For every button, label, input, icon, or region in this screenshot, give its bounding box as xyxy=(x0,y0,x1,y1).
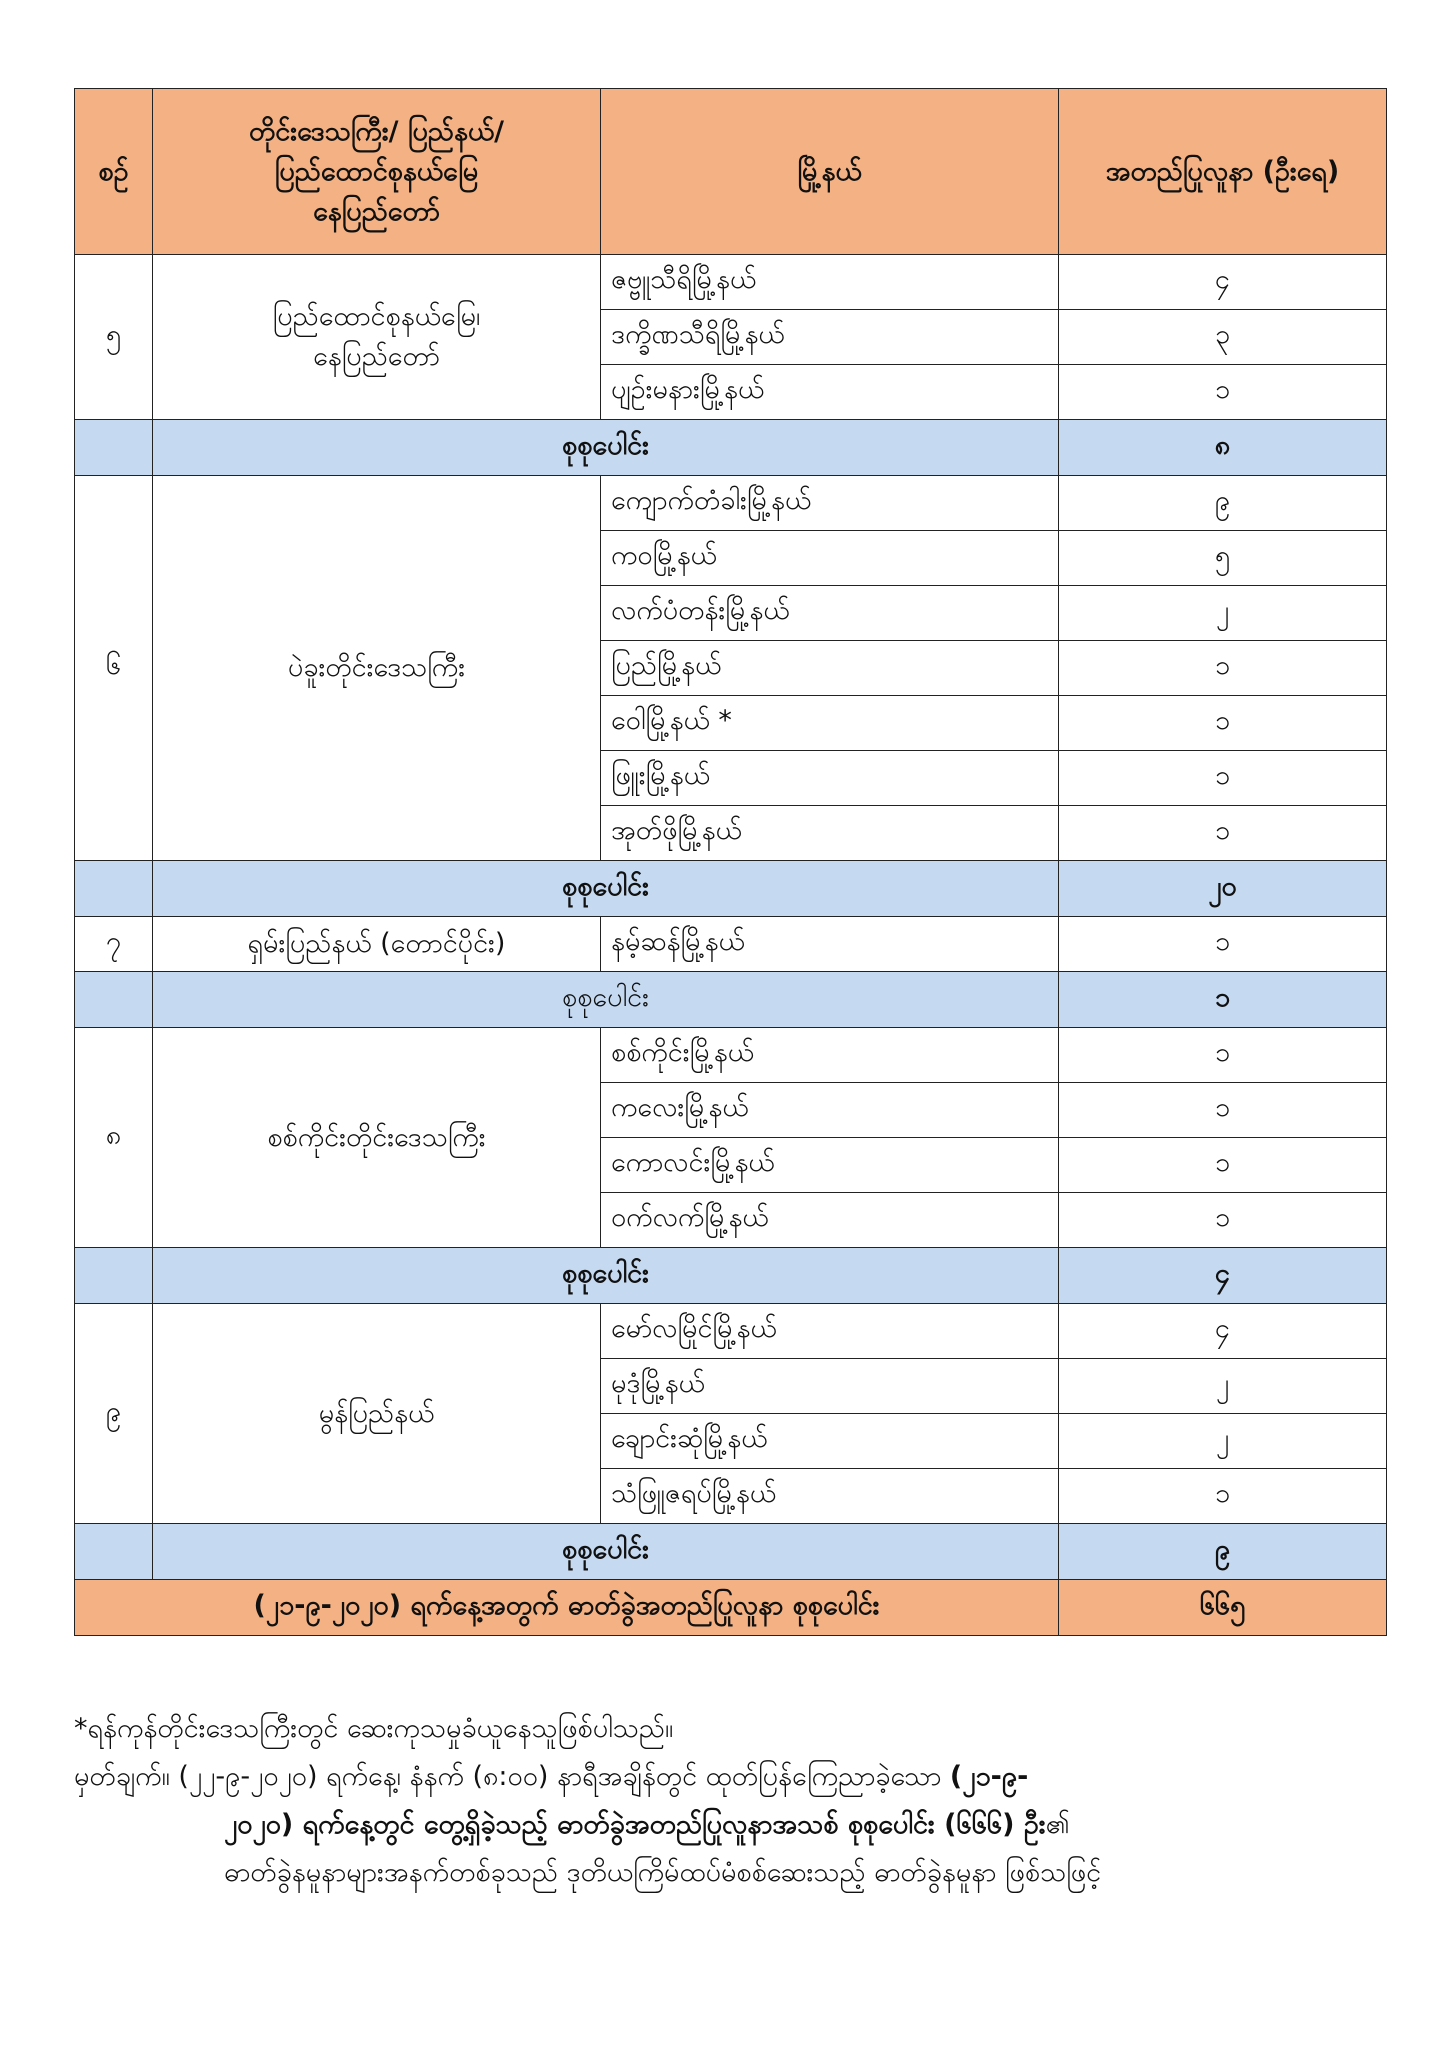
subtotal-row xyxy=(75,861,1387,917)
subtotal-row xyxy=(75,972,1387,1028)
subtotal-label: စုစုပေါင်း xyxy=(153,861,1059,917)
subtotal-row xyxy=(75,1524,1387,1580)
table-row xyxy=(75,917,1387,972)
row-number: ၈ xyxy=(75,1028,153,1248)
grand-total-value: ၆၆၅ xyxy=(1059,1580,1387,1636)
count-cell: ၉ xyxy=(1059,476,1387,531)
township-cell: ပျဉ်းမနားမြို့နယ် xyxy=(601,365,1059,420)
count-cell: ၁ xyxy=(1059,1469,1387,1524)
subtotal-label: စုစုပေါင်း xyxy=(153,420,1059,476)
count-cell: ၅ xyxy=(1059,531,1387,586)
subtotal-spacer xyxy=(75,1248,153,1304)
table-row xyxy=(75,476,1387,531)
header-township: မြို့နယ် xyxy=(601,89,1059,255)
township-cell: ချောင်းဆုံမြို့နယ် xyxy=(601,1414,1059,1469)
grand-total-row xyxy=(75,1580,1387,1636)
subtotal-spacer xyxy=(75,972,153,1028)
count-cell: ၂ xyxy=(1059,1414,1387,1469)
region-name xyxy=(153,1028,601,1248)
remark xyxy=(74,1753,1386,1801)
township-cell: ကဝမြို့နယ် xyxy=(601,531,1059,586)
remark-bold-1: (၂၁-၉- xyxy=(949,1761,1029,1792)
township-cell: စစ်ကိုင်းမြို့နယ် xyxy=(601,1028,1059,1083)
header-region-line-2: ပြည်ထောင်စုနယ်မြေ xyxy=(274,155,479,187)
region-line-1: မွန်ပြည်နယ် xyxy=(318,1397,435,1429)
count-cell: ၁ xyxy=(1059,365,1387,420)
count-cell: ၁ xyxy=(1059,696,1387,751)
grand-total-label: (၂၁-၉-၂၀၂၀) ရက်နေ့အတွက် ဓာတ်ခွဲအတည်ပြုလူနာ စုစုပေါင်း xyxy=(75,1580,1059,1636)
count-cell: ၂ xyxy=(1059,586,1387,641)
subtotal-spacer xyxy=(75,1524,153,1580)
township-cell: ဖြူးမြို့နယ် xyxy=(601,751,1059,806)
subtotal-spacer xyxy=(75,861,153,917)
remark-text-2: ၏ xyxy=(1045,1809,1070,1840)
township-cell: ဇဗ္ဗူသီရိမြို့နယ် xyxy=(601,255,1059,310)
township-cell: သံဖြူဇရပ်မြို့နယ် xyxy=(601,1469,1059,1524)
count-cell: ၁ xyxy=(1059,1138,1387,1193)
subtotal-value: ၁ xyxy=(1059,972,1387,1028)
row-number: ၆ xyxy=(75,476,153,861)
table-row xyxy=(75,1304,1387,1359)
township-cell: ပြည်မြို့နယ် xyxy=(601,641,1059,696)
table-row xyxy=(75,1028,1387,1083)
remark-text-1: မှတ်ချက်။ (၂၂-၉-၂၀၂၀) ရက်နေ့၊ နံနက် (၈:၀၀) နာရီအချိန်တွင် ထုတ်ပြန်ကြေညာခဲ့သော xyxy=(74,1761,942,1792)
header-no: စဉ် xyxy=(75,89,153,255)
township-cell: ဒက္ခိဏသီရိမြို့နယ် xyxy=(601,310,1059,365)
township-cell: ကလေးမြို့နယ် xyxy=(601,1083,1059,1138)
count-cell: ၁ xyxy=(1059,751,1387,806)
count-cell: ၁ xyxy=(1059,1083,1387,1138)
cases-table xyxy=(74,88,1387,1636)
count-cell: ၁ xyxy=(1059,917,1387,972)
header-region xyxy=(153,89,601,255)
subtotal-label: စုစုပေါင်း xyxy=(153,972,1059,1028)
township-cell: လက်ပံတန်းမြို့နယ် xyxy=(601,586,1059,641)
count-cell: ၂ xyxy=(1059,1359,1387,1414)
township-cell: ဝေါမြို့နယ် * xyxy=(601,696,1059,751)
subtotal-value: ၂၀ xyxy=(1059,861,1387,917)
subtotal-value: ၈ xyxy=(1059,420,1387,476)
subtotal-label: စုစုပေါင်း xyxy=(153,1524,1059,1580)
header-region-line-1: တိုင်းဒေသကြီး/ ပြည်နယ်/ xyxy=(248,115,505,147)
region-line-1: ပြည်ထောင်စုနယ်မြေ၊ xyxy=(272,301,481,332)
subtotal-row xyxy=(75,420,1387,476)
footnote: *ရန်ကုန်တိုင်းဒေသကြီးတွင် ဆေးကုသမှုခံယူနေသူဖြစ်ပါသည်။ xyxy=(74,1713,674,1744)
count-cell: ၁ xyxy=(1059,1028,1387,1083)
row-number: ၇ xyxy=(75,917,153,972)
subtotal-value: ၉ xyxy=(1059,1524,1387,1580)
township-cell: မော်လမြိုင်မြို့နယ် xyxy=(601,1304,1059,1359)
township-cell: ကောလင်းမြို့နယ် xyxy=(601,1138,1059,1193)
township-cell: ကျောက်တံခါးမြို့နယ် xyxy=(601,476,1059,531)
region-name xyxy=(153,255,601,420)
count-cell: ၁ xyxy=(1059,1193,1387,1248)
region-line-1: ရှမ်းပြည်နယ် (တောင်ပိုင်း) xyxy=(247,928,506,959)
notes xyxy=(74,1705,1386,1897)
region-name xyxy=(153,917,601,972)
count-cell: ၃ xyxy=(1059,310,1387,365)
subtotal-spacer xyxy=(75,420,153,476)
count-cell: ၄ xyxy=(1059,255,1387,310)
header-row xyxy=(75,89,1387,255)
township-cell: နမ့်ဆန်မြို့နယ် xyxy=(601,917,1059,972)
region-line-2: နေပြည်တော် xyxy=(313,341,440,372)
row-number: ၉ xyxy=(75,1304,153,1524)
subtotal-value: ၄ xyxy=(1059,1248,1387,1304)
remark-line-2 xyxy=(74,1801,1386,1849)
township-cell: မုဒုံမြို့နယ် xyxy=(601,1359,1059,1414)
row-number: ၅ xyxy=(75,255,153,420)
table-row xyxy=(75,255,1387,310)
region-name xyxy=(153,476,601,861)
region-line-1: စစ်ကိုင်းတိုင်းဒေသကြီး xyxy=(267,1121,486,1153)
count-cell: ၄ xyxy=(1059,1304,1387,1359)
subtotal-row xyxy=(75,1248,1387,1304)
township-cell: ဝက်လက်မြို့နယ် xyxy=(601,1193,1059,1248)
remark-bold-2: ၂၀၂၀) ရက်နေ့တွင် တွေ့ရှိခဲ့သည့် ဓာတ်ခွဲအတည်ပြုလူနာအသစ် စုစုပေါင်း (၆၆၆) ဦး xyxy=(224,1809,1046,1840)
subtotal-label: စုစုပေါင်း xyxy=(153,1248,1059,1304)
remark-line-3: ဓာတ်ခွဲနမူနာများအနက်တစ်ခုသည် ဒုတိယကြိမ်ထပ်မံစစ်ဆေးသည့် ဓာတ်ခွဲနမူနာ ဖြစ်သဖြင့် xyxy=(224,1857,1102,1888)
township-cell: အုတ်ဖိုမြို့နယ် xyxy=(601,806,1059,861)
region-line-1: ပဲခူးတိုင်းဒေသကြီး xyxy=(287,652,466,683)
header-region-line-3: နေပြည်တော် xyxy=(313,195,440,227)
count-cell: ၁ xyxy=(1059,641,1387,696)
count-cell: ၁ xyxy=(1059,806,1387,861)
header-count: အတည်ပြုလူနာ (ဦးရေ) xyxy=(1059,89,1387,255)
region-name xyxy=(153,1304,601,1524)
